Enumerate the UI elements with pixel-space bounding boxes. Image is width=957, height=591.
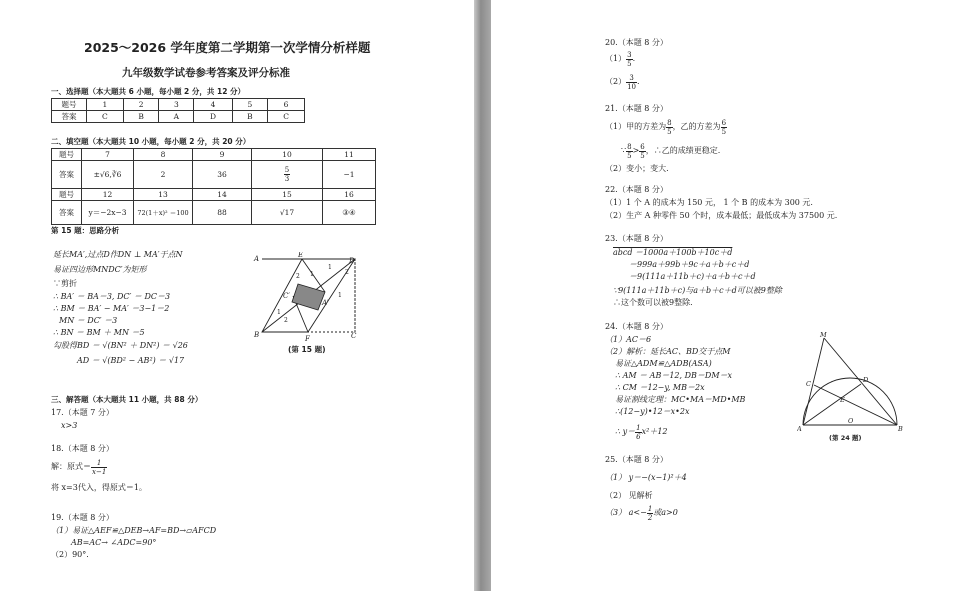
q23-line: abcd ＝1000a＋100b＋10c＋d	[613, 248, 733, 257]
table-cell: 8	[134, 149, 193, 161]
fig-label: E	[298, 252, 304, 259]
fraction: $\frac{1}{2}$	[647, 504, 653, 522]
fraction: $\frac{6}{5}$	[721, 118, 727, 136]
fig-label: 1	[328, 264, 332, 271]
q15-line: 勾股得BD ＝ √(BN² ＋ DN²) ＝ √26	[53, 341, 188, 350]
q18-heading: 18.（本题 8 分）	[51, 444, 114, 453]
q15-line: AD ＝ √(BD² − AB²) ＝ √17	[77, 356, 185, 365]
fig-label: B	[898, 425, 903, 433]
q24-heading: 24.（本题 8 分）	[605, 322, 668, 331]
fig-label: D	[349, 257, 355, 265]
q20-heading: 20.（本题 8 分）	[605, 38, 668, 47]
q24-line: （2）解析：延长AC、BD交于点M	[605, 347, 731, 356]
fraction: $\frac{5}{3}$	[284, 166, 290, 183]
table-cell: 9	[193, 149, 252, 161]
table-cell: 16	[323, 189, 376, 201]
q15-line: ∴ BN ＝ BM ＋ MN ＝5	[53, 328, 145, 337]
table-cell: 1	[87, 99, 124, 111]
table-cell: 11	[323, 149, 376, 161]
fraction: $\frac{6}{5}$	[640, 142, 645, 160]
fig-label: A	[797, 425, 802, 433]
fraction: $\frac{3}{10}$	[627, 73, 637, 91]
table-cell: ③④	[323, 201, 376, 225]
table-cell: 答案	[52, 111, 87, 123]
q15-heading: 第 15 题：思路分析	[51, 226, 120, 235]
table-cell: 4	[194, 99, 232, 111]
q25-part1: （1） y＝−(x−1)²＋4	[605, 473, 687, 482]
q23-heading: 23.（本题 8 分）	[605, 234, 668, 243]
q19-line: （2）90°．	[51, 550, 95, 559]
table-cell: 10	[252, 149, 323, 161]
figure-24-caption: (第 24 题)	[829, 434, 862, 442]
q20-part1: （1） $\frac{3}{5}$ .	[605, 50, 636, 68]
fig-label: 1	[310, 271, 314, 278]
table-cell: ±√6,∛6	[82, 161, 134, 189]
table-cell: 36	[193, 161, 252, 189]
table-cell: y＝−2x−3	[82, 201, 134, 225]
q17-heading: 17.（本题 7 分）	[51, 408, 114, 417]
fig-label: 2	[296, 273, 300, 280]
q22-part1: （1）1 个 A 的成本为 150 元， 1 个 B 的成本为 300 元.	[605, 198, 813, 207]
q25-part3: （3） a<− $\frac{1}{2}$ 或a>0	[605, 504, 678, 522]
fraction: $\frac{8}{5}$	[667, 118, 672, 136]
right-page	[491, 0, 957, 591]
q24-line: 易证△ADM≌△ADB(ASA)	[615, 359, 712, 368]
table-cell: 7	[82, 149, 134, 161]
q15-line: ∴ BM ＝ BA′ − MA′ ＝3−1＝2	[53, 304, 170, 313]
q15-line: 延长MA′,过点D作DN ⊥ MA′于点N	[53, 250, 183, 259]
q24-line: ∴(12−y)•12＝x•2x	[615, 407, 690, 416]
table-cell: 72(1＋x)² ＝100	[134, 201, 193, 225]
figure-24	[797, 330, 903, 435]
table-cell: 2	[123, 99, 159, 111]
page-title: 2025～2026 学年度第二学期第一次学情分析样题	[84, 40, 371, 55]
fig-chord-bc	[814, 385, 897, 425]
q23-line: ＝9(111a＋11b＋c)＋a＋b＋c＋d	[629, 272, 756, 281]
figure-15-caption: (第 15 题)	[288, 345, 326, 354]
q21-part1: （1）甲的方差为 $\frac{8}{5}$ ，乙的方差为 $\frac{6}{5}$	[605, 118, 727, 136]
q18-answer: 解：原式＝ $\frac{1}{x-1}$	[51, 458, 107, 476]
q24-line: 易证割线定理：MC•MA＝MD•MB	[615, 395, 746, 404]
table-cell: C	[268, 111, 305, 123]
fig-label: E	[840, 396, 845, 404]
fig-label: F	[305, 335, 310, 343]
table-cell: 5	[232, 99, 268, 111]
table-cell: A	[159, 111, 194, 123]
q22-heading: 22.（本题 8 分）	[605, 185, 668, 194]
table-cell: C	[87, 111, 124, 123]
section-1-heading: 一、选择题（本大题共 6 小题，每小题 2 分，共 12 分）	[51, 87, 246, 96]
table-cell: D	[194, 111, 232, 123]
fig-label: O	[848, 417, 854, 425]
fraction: $\frac{1}{6}$	[636, 423, 641, 441]
fig-label: 1	[338, 292, 342, 299]
table-cell: 88	[193, 201, 252, 225]
q24-line: ∴ AM ＝ AB＝12, DB＝DM＝x	[615, 371, 733, 380]
q17-answer: x>3	[61, 421, 78, 430]
table-cell: 答案	[52, 161, 82, 189]
q19-heading: 19.（本题 8 分）	[51, 513, 114, 522]
table-cell: √17	[252, 201, 323, 225]
fig-label: C′	[283, 292, 290, 300]
q21-heading: 21.（本题 8 分）	[605, 104, 668, 113]
fig-label: D	[863, 376, 869, 384]
page-subtitle: 九年级数学试卷参考答案及评分标准	[122, 67, 290, 79]
table-cell: 2	[134, 161, 193, 189]
q21-compare: ∵ $\frac{8}{5}$ > $\frac{6}{5}$ ，∴乙的成绩更稳定.	[621, 142, 721, 160]
q15-line: ∵剪折	[53, 279, 77, 288]
fig-label: 2	[345, 269, 349, 276]
table-cell: 3	[159, 99, 194, 111]
q23-line: ∵9(111a＋11b＋c)与a＋b＋c＋d可以被9整除	[613, 286, 782, 295]
figure-15	[250, 252, 365, 347]
q15-line: 易证四边形MNDC′为矩形	[53, 265, 147, 274]
fraction: $\frac{8}{5}$	[627, 142, 632, 160]
q25-heading: 25.（本题 8 分）	[605, 455, 668, 464]
table-cell: 题号	[52, 149, 82, 161]
table-cell: −1	[323, 161, 376, 189]
table-cell: 题号	[52, 189, 82, 201]
q20-part2: （2） $\frac{3}{10}$ .	[605, 73, 640, 91]
q21-part2: （2）变小；变大.	[605, 164, 669, 173]
fig-label: C	[806, 380, 811, 388]
left-page	[0, 0, 474, 591]
page-gutter	[474, 0, 491, 591]
table-cell: 15	[252, 189, 323, 201]
table-cell	[252, 161, 323, 189]
fig-label: 1	[277, 309, 281, 316]
fig-label: C	[351, 332, 357, 340]
q15-line: ∴ BA′ ＝ BA＝3, DC′ ＝ DC＝3	[53, 292, 171, 301]
q19-line: （1）易证△AEF≌△DEB→AF=BD→▱AFCD	[51, 526, 217, 535]
fig-label: B	[254, 331, 260, 339]
table-cell: B	[123, 111, 159, 123]
table-cell: 12	[82, 189, 134, 201]
fig-label: 2	[284, 317, 288, 324]
q24-line: ∴ CM ＝12−y, MB＝2x	[615, 383, 705, 392]
fraction: $\frac{1}{x-1}$	[92, 458, 107, 476]
q15-line: MN ＝ DC′ ＝3	[59, 316, 118, 325]
fill-answer-table	[51, 148, 376, 225]
table-cell: 题号	[52, 99, 87, 111]
table-cell: 6	[268, 99, 305, 111]
fig-label: A′	[322, 299, 329, 307]
q22-part2: （2）生产 A 种零件 50 个时，成本最低；最低成本为 37500 元.	[605, 211, 838, 220]
fig-label: A	[254, 255, 260, 263]
section-2-heading: 二、填空题（本大题共 10 小题，每小题 2 分，共 20 分）	[51, 137, 251, 146]
table-cell: B	[232, 111, 268, 123]
choice-answer-table	[51, 98, 305, 123]
q23-line: ＝999a＋99b＋9c＋a＋b＋c＋d	[629, 260, 750, 269]
q23-line: ∴这个数可以被9整除．	[613, 298, 699, 307]
table-cell: 13	[134, 189, 193, 201]
fig-label: M	[820, 331, 827, 339]
table-cell: 14	[193, 189, 252, 201]
fraction: $\frac{3}{5}$	[627, 50, 632, 68]
table-cell: 答案	[52, 201, 82, 225]
fig-line-mb	[824, 338, 897, 425]
section-3-heading: 三、解答题（本大题共 11 小题，共 88 分）	[51, 395, 203, 404]
q19-line: AB=AC→ ∠ADC=90°	[71, 538, 157, 547]
q24-line: （1）AC＝6	[605, 335, 652, 344]
q25-part2: （2） 见解析	[605, 491, 653, 500]
q18-substitution: 将 x=3代入，得原式＝1。	[51, 483, 147, 492]
q24-result: ∴ y＝ $\frac{1}{6}$ x²＋12	[615, 423, 668, 441]
